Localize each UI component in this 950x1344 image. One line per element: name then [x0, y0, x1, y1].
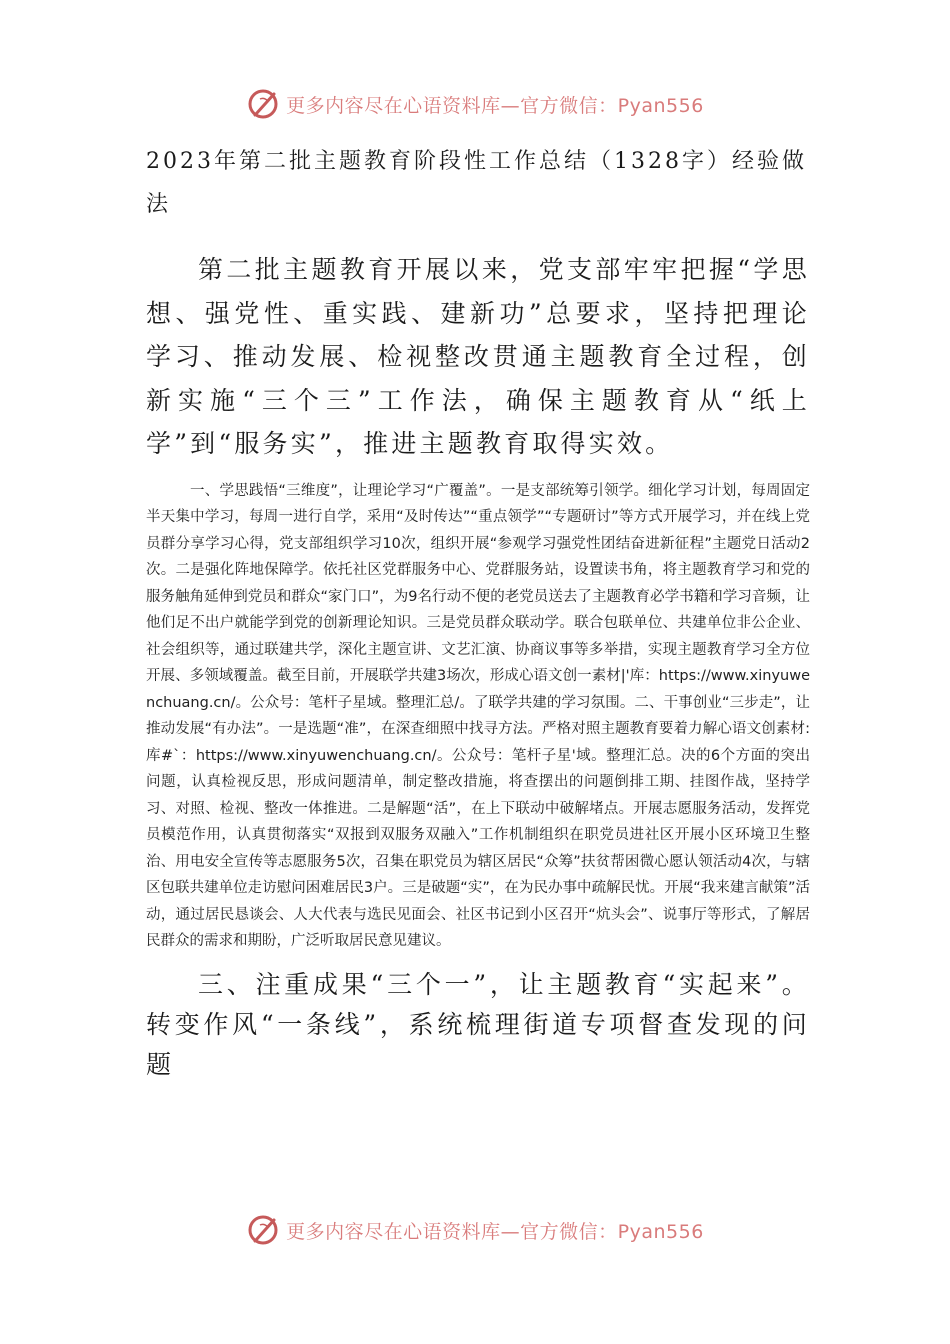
lead-paragraph: 第二批主题教育开展以来，党支部牢牢把握“学思想、强党性、重实践、建新功”总要求，坚持把理论学习、推动发展、检视整改贯通主题教育全过程，创新实施“三个三”工作法，确保主题教育从“纸上学”到“服务实”，推进主题教育取得实效。 [146, 255, 810, 458]
header-watermark-banner [0, 84, 950, 124]
body-paragraph: 一、学思践悟“三维度”，让理论学习“广覆盖”。一是支部统筹引领学。细化学习计划，每周固定半天集中学习，每周一进行自学，采用“及时传达”“重点领学”“专题研讨”等方式开展学习，并在线上党员群分享学习心得，党支部组织学习10次，组织开展“参观学习强党性团结奋进新征程”主题党日活动2次。二是强化阵地保障学。依托社区党群服务中心、党群服务站，设置读书角，将主题教育学习和党的服务触角延伸到党员和群众“家门口”，为9名行动不便的老党员送去了主题教育必学书籍和学习音频，让他们足不出户就能学到党的创新理论知识。三是党员群众联动学。联合包联单位、共建单位非公企业、社会组织等，通过联建共学，深化主题宣讲、文艺汇演、协商议事等多举措，实现主题教育学习全方位开展、多领域覆盖。截至目前，开展联学共建3场次，形成心语文创一素材|'库：https://www.xinyuwenchuang.cn/。公众号：笔杆子星域。整理汇总/。了联学共建的学习氛围。二、干事创业“三步走”，让推动发展“有办法”。一是选题“准”，在深查细照中找寻方法。严格对照主题教育要着力解心语文创素材:库#`：https://www.xinyuwenchuang.cn/。公众号：笔杆子星'域。整理汇总。决的6个方面的突出问题，认真检视反思，形成问题清单，制定整改措施，将查摆出的问题倒排工期、挂图作战，坚持学习、对照、检视、整改一体推进。二是解题“活”，在上下联动中破解堵点。开展志愿服务活动，发挥党员模范作用，认真贯彻落实“双报到双服务双融入”工作机制组织在职党员进社区开展小区环境卫生整治、用电安全宣传等志愿服务5次，召集在职党员为辖区居民“众筹”扶贫帮困微心愿认领活动4次，与辖区包联共建单位走访慰问困难居民3户。三是破题“实”，在为民办事中疏解民忧。开展“我来建言献策”活动，通过居民恳谈会、人大代表与选民见面会、社区书记到小区召开“炕头会”、说事厅等形式，了解居民群众的需求和期盼，广泛听取居民意见建议。 [146, 482, 810, 949]
banner-text: 更多内容尽在心语资料库—官方微信：Pyan556 [286, 94, 704, 117]
footer-watermark-banner [0, 1210, 950, 1250]
document-body [146, 140, 810, 1085]
section-three-paragraph: 三、注重成果“三个一”，让主题教育“实起来”。转变作风“一条线”，系统梳理街道专项督查发现的问题 [146, 969, 810, 1079]
pen-logo-icon [246, 87, 282, 121]
banner-text: 更多内容尽在心语资料库—官方微信：Pyan556 [286, 1220, 704, 1243]
document-title: 2023年第二批主题教育阶段性工作总结（1328字）经验做法 [146, 149, 807, 217]
pen-logo-icon [246, 1213, 282, 1247]
